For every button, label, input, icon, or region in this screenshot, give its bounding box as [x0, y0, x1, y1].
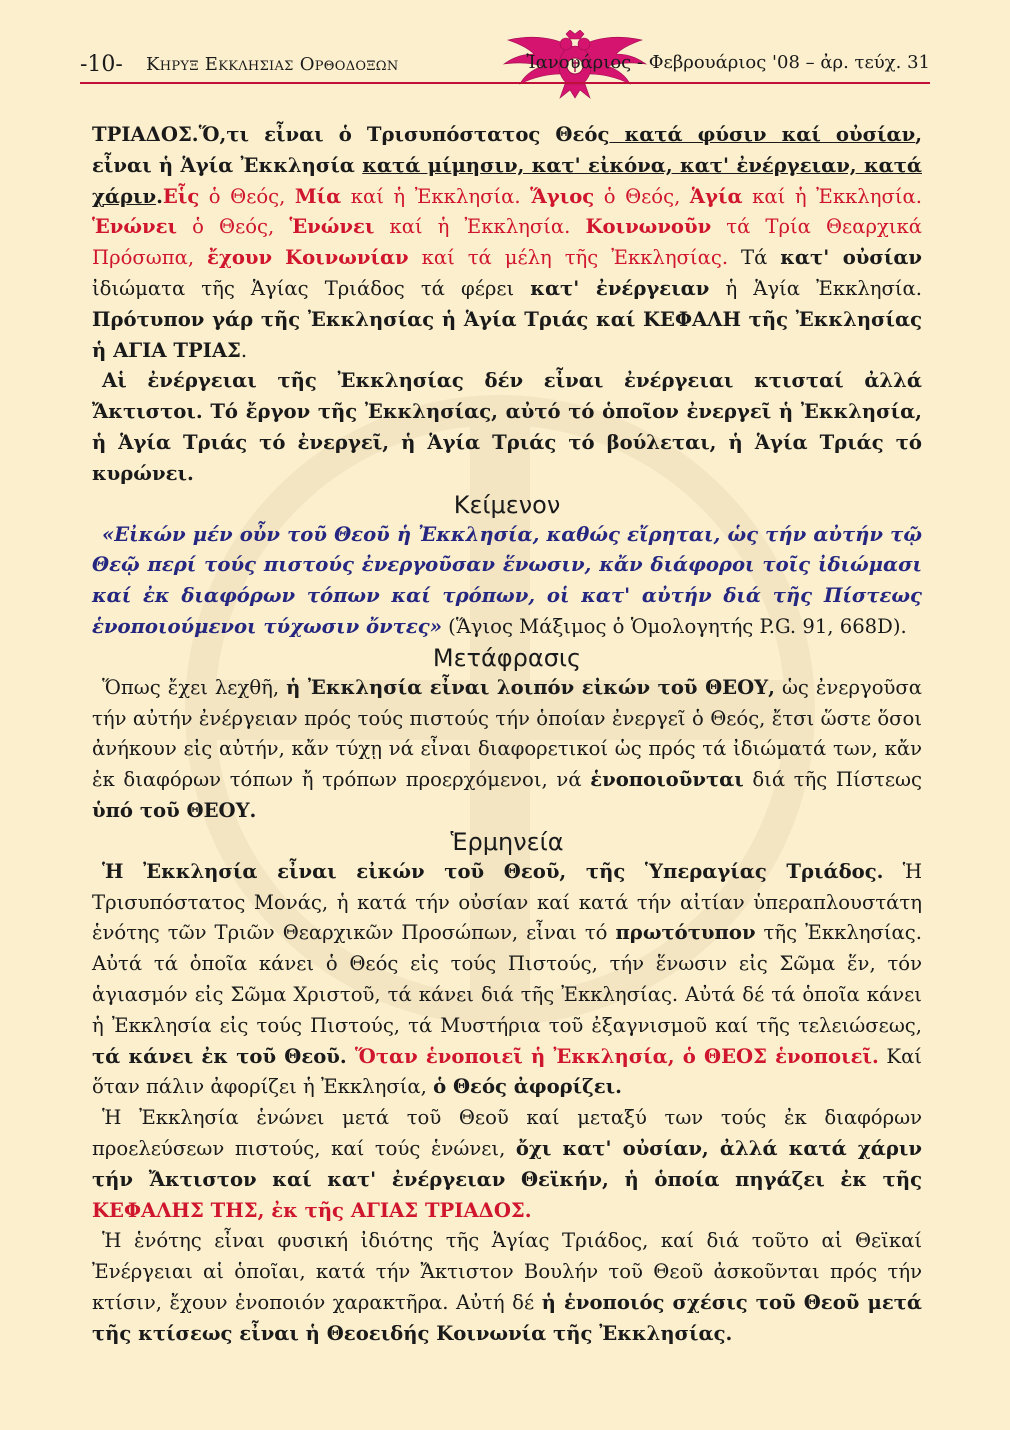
issue-date: Ἰανουάριος - Φεβρουάριος '08 – ἀρ. τεύχ. 31 [526, 52, 930, 73]
article-body [92, 120, 922, 1349]
publication-title: Κηρυξ Εκκλησιας Ορθοδοξων [146, 54, 399, 75]
interpretation-paragraph-1: Ἡ Ἐκκλησία εἶναι εἰκών τοῦ Θεοῦ, τῆς Ὑπεραγίας Τριάδος. Ἡ Τρισυπόστατος Μονάς, ἡ κατά τήν οὐσίαν καί κατά τήν αἰτίαν ὑπεραπλουστάτη ἑνότης τῶν Τριῶν Θεαρχικῶν Προσώπων, εἶναι τό πρωτότυπον τῆς Ἐκκλησίας. Αὐτά τά ὁποῖα κάνει ὁ Θεός εἰς τούς Πιστούς, τήν ἕνωσιν εἰς Σῶμα ἕν, τόν ἁγιασμόν εἰς Σῶμα Χριστοῦ, τά κάνει διά τῆς Ἐκκλησίας. Αὐτά δέ τά ὁποῖα κάνει ἡ Ἐκκλησία εἰς τούς Πιστούς, τά Μυστήρια τοῦ ἐξαγνισμοῦ καί τῆς τελειώσεως, τά κάνει ἐκ τοῦ Θεοῦ. Ὅταν ἑνοποιεῖ ἡ Ἐκκλησία, ὁ ΘΕΟΣ ἑνοποιεῖ. Καί ὅταν πάλιν ἀφορίζει ἡ Ἐκκλησία, ὁ Θεός ἀφορίζει. [92, 859, 923, 1099]
heading-text: Κείμενον [453, 490, 561, 519]
paragraph-trinity: ΤΡΙΑΔΟΣ.Ὅ,τι εἶναι ὁ Τρισυπόστατος Θεός κατά φύσιν καί οὐσίαν, εἶναι ἡ Ἁγία Ἐκκλησία κατά μίμησιν, κατ' εἰκόνα, κατ' ἐνέργειαν, κατά χάριν.Εἷς ὁ Θεός, Μία καί ἡ Ἐκκλησία. Ἅγιος ὁ Θεός, Ἁγία καί ἡ Ἐκκλησία. Ἑνώνει ὁ Θεός, Ἑνώνει καί ἡ Ἐκκλησία. Κοινωνοῦν τά Τρία Θεαρχικά Πρόσωπα, ἔχουν Κοινωνίαν καί τά μέλη τῆς Ἐκκλησίας. Τά κατ' οὐσίαν ἰδιώματα τῆς Ἁγίας Τριάδος τά φέρει κατ' ἐνέργειαν ἡ Ἁγία Ἐκκλησία. Πρότυπον γάρ τῆς Ἐκκλησίας ἡ Ἁγία Τριάς καί ΚΕΦΑΛΗ τῆς Ἐκκλησίας ἡ ΑΓΙΑ ΤΡΙΑΣ. [92, 123, 923, 362]
header-rule [80, 82, 930, 84]
heading-interpretation: Ἑρμηνεία [450, 827, 564, 856]
paragraph-energies: Αἱ ἐνέργειαι τῆς Ἐκκλησίας δέν εἶναι ἐνέργειαι κτισταί ἀλλά Ἄκτιστοι. Τό ἔργον τῆς Ἐκκλησίας, αὐτό τό ὁποῖον ἐνεργεῖ ἡ Ἐκκλησία, ἡ Ἁγία Τριάς τό ἐνεργεῖ, ἡ Ἁγία Τριάς τό βούλεται, ἡ Ἁγία Τριάς τό κυρώνει. [92, 369, 922, 485]
quote-paragraph [92, 520, 922, 643]
quote-source: (Ἅγιος Μάξιμος ὁ Ὁμολογητής P.G. 91, 668D). [441, 614, 907, 638]
patristic-quote: «Εἰκών μέν οὖν τοῦ Θεοῦ ἡ Ἐκκλησία, καθώς εἴρηται, ὡς τήν αὐτήν τῷ Θεῷ περί τούς πιστούς ἐνεργοῦσαν ἕνωσιν, κἄν διάφοροι τοῖς ἰδιώμασι καί ἐκ διαφόρων τόπων καί τρόπων, οἱ κατ' αὐτήν διά τῆς Πίστεως ἑνοποιούμενοι τύχωσιν ὄντες» [92, 522, 922, 638]
interpretation-paragraph-2: Ἡ Ἐκκλησία ἑνώνει μετά τοῦ Θεοῦ καί μεταξύ των τούς ἐκ διαφόρων προελεύσεων πιστούς, καί τούς ἑνώνει, ὄχι κατ' οὐσίαν, ἀλλά κατά χάριν τήν Ἄκτιστον καί κατ' ἐνέργειαν Θεϊκήν, ἡ ὁποία πηγάζει ἐκ τῆς ΚΕΦΑΛΗΣ ΤΗΣ, ἐκ τῆς ΑΓΙΑΣ ΤΡΙΑΔΟΣ. [92, 1106, 922, 1222]
interpretation-paragraph-3: Ἡ ἑνότης εἶναι φυσική ἰδιότης τῆς Ἁγίας Τριάδος, καί διά τοῦτο αἱ Θεϊκαί Ἐνέργειαι αἱ ὁποῖαι, κατά τήν Ἄκτιστον Βουλήν τοῦ Θεοῦ ἀσκοῦνται πρός τήν κτίσιν, ἔχουν ἑνοποιόν χαρακτῆρα. Αὐτή δέ ἡ ἑνοποιός σχέσις τοῦ Θεοῦ μετά τῆς κτίσεως εἶναι ἡ Θεοειδής Κοινωνία τῆς Ἐκκλησίας. [92, 1229, 923, 1345]
heading-translation: Μετάφρασις [432, 643, 582, 672]
page-header [80, 40, 930, 98]
translation-paragraph: Ὅπως ἔχει λεχθῆ, ἡ Ἐκκλησία εἶναι λοιπόν εἰκών τοῦ ΘΕΟΥ, ὡς ἐνεργοῦσα τήν αὐτήν ἐνέργειαν πρός τούς πιστούς τήν ὁποίαν ἐνεργεῖ ὁ Θεός, ἔτσι ὥστε ὅσοι ἀνήκουν εἰς αὐτήν, κἄν τύχῃ νά εἶναι διαφορετικοί ὡς πρός τά ἰδιώματά των, κἄν ἐκ διαφόρων τόπων ἤ τρόπων προερχόμενοι, νά ἑνοποιοῦνται διά τῆς Πίστεως ὑπό τοῦ ΘΕΟΥ. [92, 675, 923, 822]
page-number: -10- [80, 52, 123, 77]
